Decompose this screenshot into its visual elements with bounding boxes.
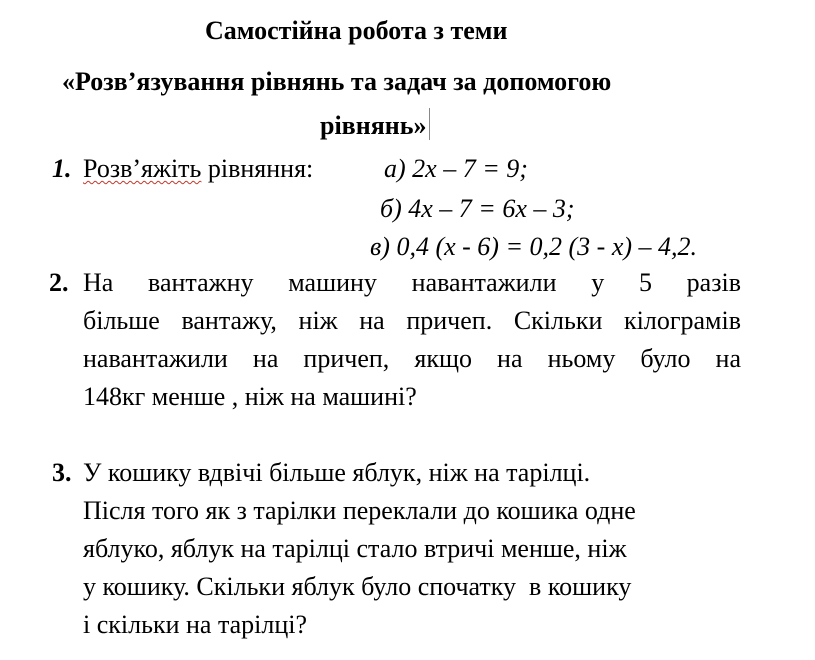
task-2-line: більше вантажу, ніж на причеп. Скільки кілограмів xyxy=(83,306,741,335)
task-3-number: 3. xyxy=(52,458,72,487)
page-title-line-2: «Розв’язування рівнянь та задач за допомогою xyxy=(62,67,612,96)
task-3-line: і скільки на тарілці? xyxy=(83,610,308,639)
task-2-line: навантажили на причеп, якщо на ньому було на xyxy=(83,344,741,373)
task-3-line: Після того як з тарілки переклали до кошика одне xyxy=(83,496,636,525)
task-2-line: На вантажну машину навантажили у 5 разів xyxy=(83,268,741,297)
task-3-line: У кошику вдвічі більше яблук, ніж на тарілці. xyxy=(83,458,591,487)
equation-c: в) 0,4 (х - 6) = 0,2 (3 - х) – 4,2. xyxy=(370,232,698,261)
task-1-number: 1. xyxy=(52,154,72,183)
task-3-line: у кошику. Скільки яблук було спочатку в кошику xyxy=(83,572,632,601)
spellcheck-word: Розв’яжіть xyxy=(83,154,202,183)
page-title-line-1: Самостійна робота з теми xyxy=(205,16,508,45)
text-cursor xyxy=(429,108,430,140)
task-1-prompt-rest: рівняння: xyxy=(201,154,314,183)
task-2-line: 148кг менше , ніж на машині? xyxy=(83,382,417,411)
task-2-number: 2. xyxy=(49,268,69,297)
page-title-line-3 xyxy=(320,108,430,140)
page-title-line-3-text: рівнянь» xyxy=(320,111,427,140)
equation-b: б) 4х – 7 = 6х – 3; xyxy=(380,194,575,223)
task-3-line: яблуко, яблук на тарілці стало втричі менше, ніж xyxy=(83,534,627,563)
equation-a: а) 2х – 7 = 9; xyxy=(384,154,528,183)
task-1-prompt xyxy=(83,156,313,182)
